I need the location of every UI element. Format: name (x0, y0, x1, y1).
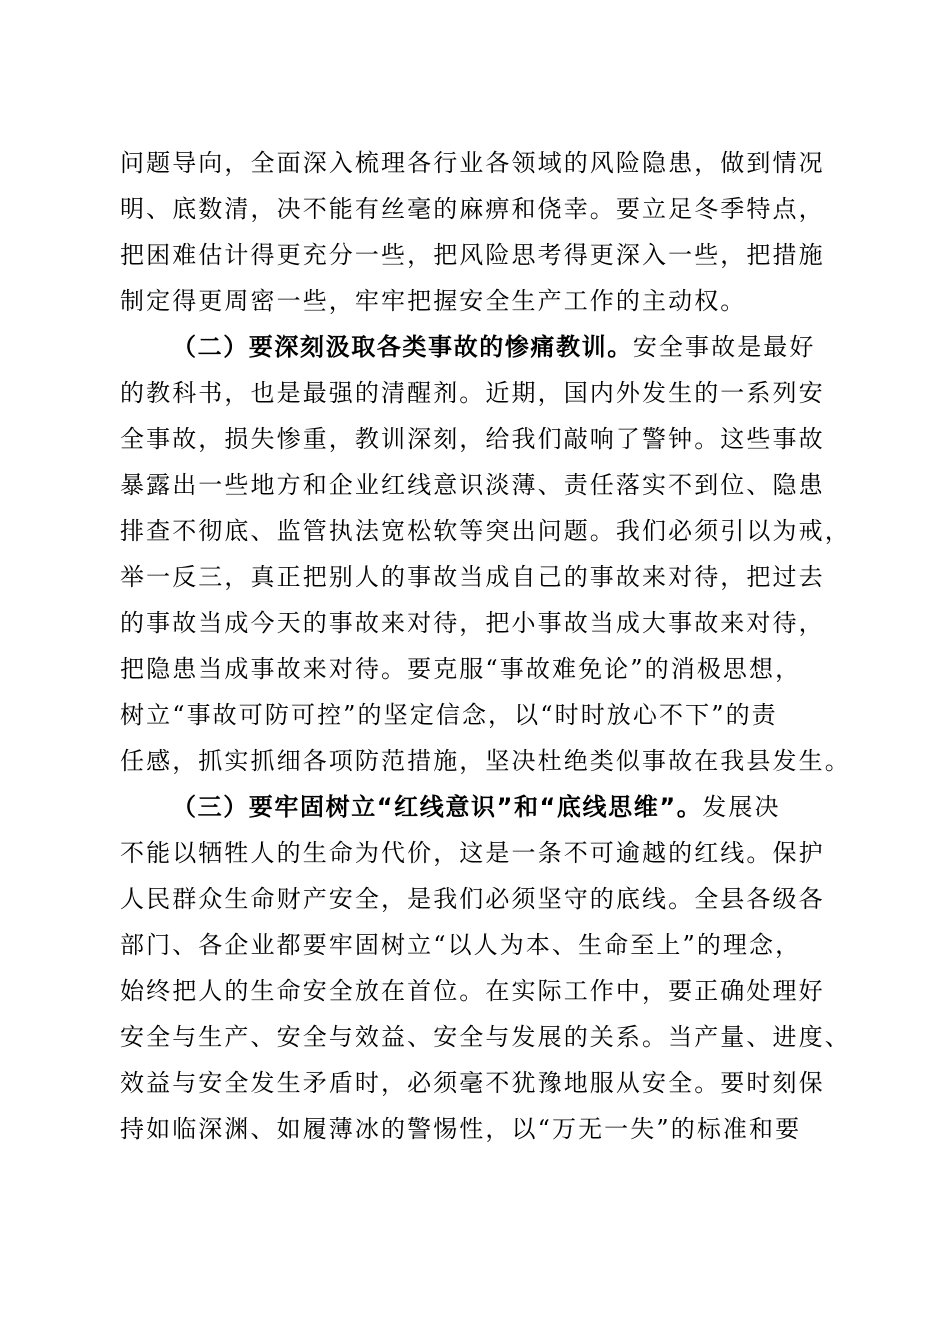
text-line: 任感，抓实抓细各项防范措施，坚决杜绝类似事故在我县发生。 (120, 747, 851, 775)
section-heading-3: （三）要牢固树立“红线意识”和“底线思维”。 (172, 793, 703, 821)
text-line: 的事故当成今天的事故来对待，把小事故当成大事故来对待， (120, 609, 825, 637)
text-run: 安全事故是最好 (632, 333, 816, 361)
text-line: 人民群众生命财产安全，是我们必须坚守的底线。全县各级各 (120, 885, 825, 913)
text-line: 把隐患当成事故来对待。要克服“事故难免论”的消极思想， (120, 655, 802, 683)
paragraph-1 (120, 140, 825, 324)
text-run: 发展决 (702, 793, 781, 821)
text-line: 排查不彻底、监管执法宽松软等突出问题。我们必须引以为戒， (120, 517, 851, 545)
text-line: 树立“事故可防可控”的坚定信念，以“时时放心不下”的责 (120, 701, 778, 729)
text-line: 明、底数清，决不能有丝毫的麻痹和侥幸。要立足冬季特点， (120, 195, 825, 223)
text-line: 问题导向，全面深入梳理各行业各领域的风险隐患，做到情况 (120, 149, 825, 177)
text-line: 全事故，损失惨重，教训深刻，给我们敲响了警钟。这些事故 (120, 425, 825, 453)
text-line: 持如临深渊、如履薄冰的警惕性，以“万无一失”的标准和要 (120, 1115, 802, 1143)
paragraph-2 (120, 324, 851, 784)
text-line: 把困难估计得更充分一些，把风险思考得更深入一些，把措施 (120, 241, 825, 269)
text-line: 始终把人的生命安全放在首位。在实际工作中，要正确处理好 (120, 977, 825, 1005)
section-heading-2: （二）要深刻汲取各类事故的惨痛教训。 (172, 333, 633, 361)
document-body (120, 140, 851, 1152)
paragraph-first-line (120, 324, 825, 370)
paragraph-3 (120, 784, 851, 1152)
text-line: 暴露出一些地方和企业红线意识淡薄、责任落实不到位、隐患 (120, 471, 825, 499)
text-line: 安全与生产、安全与效益、安全与发展的关系。当产量、进度、 (120, 1023, 851, 1051)
text-line: 举一反三，真正把别人的事故当成自己的事故来对待，把过去 (120, 563, 825, 591)
text-line: 不能以牺牲人的生命为代价，这是一条不可逾越的红线。保护 (120, 839, 825, 867)
text-line: 的教科书，也是最强的清醒剂。近期，国内外发生的一系列安 (120, 379, 825, 407)
text-line: 效益与安全发生矛盾时，必须毫不犹豫地服从安全。要时刻保 (120, 1069, 825, 1097)
text-line: 制定得更周密一些，牢牢把握安全生产工作的主动权。 (120, 287, 747, 315)
paragraph-first-line (120, 784, 825, 830)
text-line: 部门、各企业都要牢固树立“以人为本、生命至上”的理念， (120, 931, 802, 959)
